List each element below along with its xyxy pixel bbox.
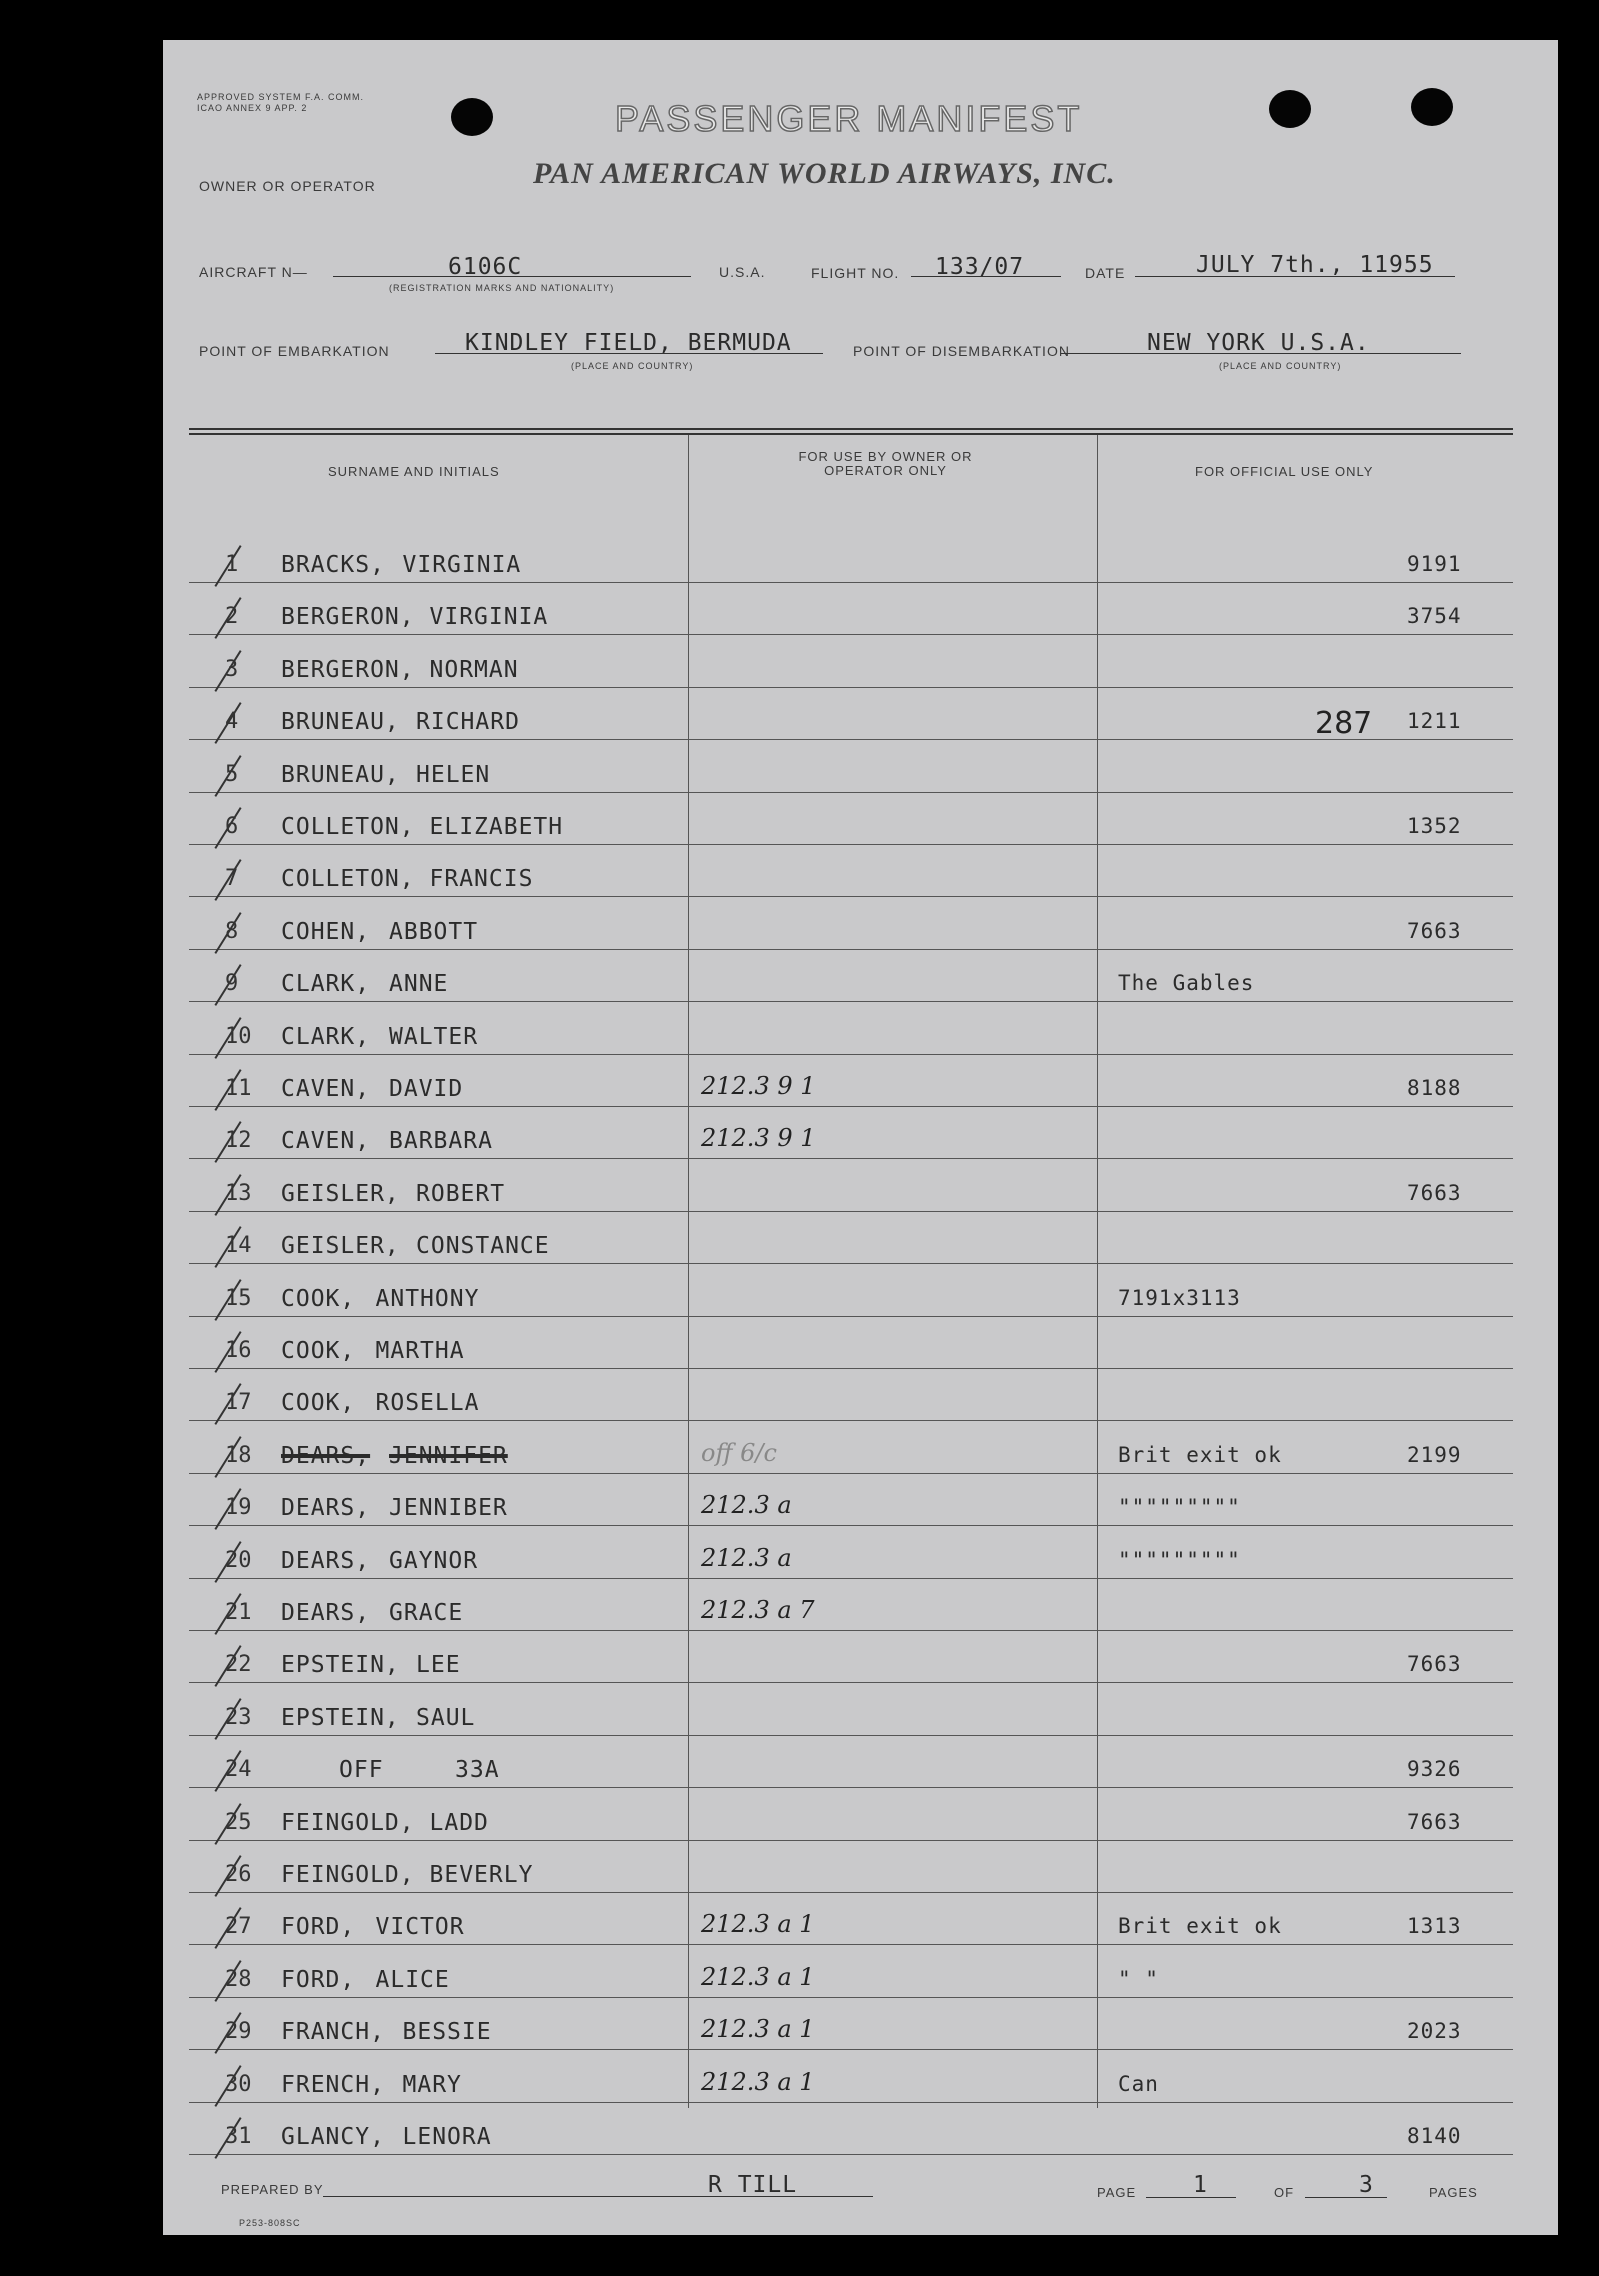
row-number: 30 [225,2071,252,2097]
aircraft-value: 6106C [448,254,523,280]
page-value: 1 [1193,2172,1208,2198]
row-number: 26 [225,1862,252,1887]
passenger-given-name: MARTHA [375,1338,465,1364]
passenger-given-name: ANTHONY [375,1285,480,1312]
row-rule [189,1787,1513,1788]
row-number: 31 [225,2124,252,2149]
operator-note: 212.3 9 1 [701,1124,816,1153]
operator-note: off 6/c [701,1438,777,1467]
flight-label: FLIGHT NO. [811,265,900,281]
prepared-label: PREPARED BY [221,2182,324,2197]
passenger-given-name: BEVERLY [429,1862,534,1888]
row-rule [189,1211,1513,1212]
row-rule [189,1578,1513,1579]
row-rule [189,1001,1513,1002]
passenger-surname: GLANCY, [281,2124,385,2150]
official-code: 2199 [1407,1442,1462,1467]
row-rule [189,1682,1513,1683]
official-code: 2023 [1407,2019,1462,2044]
passenger-surname: EPSTEIN, [281,1652,400,1679]
row-number: 11 [225,1076,252,1101]
passenger-given-name: WALTER [389,1023,479,1050]
row-rule [189,1944,1513,1945]
official-note: Brit exit ok [1118,1442,1282,1467]
aircraft-label: AIRCRAFT N— [199,264,308,280]
passenger-surname: COLLETON, [281,814,415,840]
manifest-sheet [163,40,1558,2235]
passenger-given-name: RICHARD [416,709,520,736]
passenger-given-name: VIRGINIA [429,604,549,631]
row-number: 5 [225,761,239,787]
row-rule [189,1840,1513,1841]
punch-hole [451,98,493,136]
form-title: PASSENGER MANIFEST [615,98,1083,139]
disembark-sub: (PLACE AND COUNTRY) [1219,361,1342,371]
passenger-given-name: JENNIFER [389,1442,508,1469]
row-rule [189,1997,1513,1998]
official-code: 1352 [1407,814,1462,838]
passenger-surname: BRUNEAU, [281,761,400,788]
passenger-given-name: ALICE [375,1966,450,1993]
passenger-given-name: MARY [402,2071,462,2098]
passenger-given-name: BARBARA [389,1128,493,1155]
official-code: 1313 [1407,1914,1462,1939]
row-rule [189,2154,1513,2155]
passenger-given-name: BESSIE [402,2019,492,2046]
row-number: 23 [225,1704,252,1730]
passenger-given-name: GRACE [389,1600,464,1626]
passenger-given-name: ROBERT [416,1180,506,1207]
row-rule [189,1892,1513,1893]
official-code: 8140 [1407,2124,1462,2148]
official-code: 9326 [1407,1757,1462,1782]
row-rule [189,1054,1513,1055]
passenger-surname: GEISLER, [281,1233,400,1260]
passenger-surname: OFF [339,1757,384,1784]
row-number: 3 [225,656,239,682]
row-number: 18 [225,1442,252,1468]
official-code: 8188 [1407,1076,1462,1100]
official-note: " " [1118,1966,1159,1991]
embark-label: POINT OF EMBARKATION [199,343,390,359]
row-rule [189,896,1513,897]
passenger-surname: BRUNEAU, [281,709,400,736]
owner-label: OWNER OR OPERATOR [199,178,376,194]
passenger-surname: COOK, [281,1285,356,1312]
passenger-surname: FEINGOLD, [281,1862,415,1888]
official-code: 1211 [1407,709,1462,734]
operator-note: 212.3 a 7 [701,1596,815,1624]
passenger-given-name: LADD [429,1809,489,1836]
passenger-surname: COOK, [281,1390,356,1417]
owner-value: PAN AMERICAN WORLD AIRWAYS, INC. [533,157,1116,190]
passenger-surname: CAVEN, [281,1076,371,1102]
row-number: 28 [225,1966,252,1992]
annotation-287: 287 [1315,706,1373,741]
row-rule [189,687,1513,688]
official-note: """"""""" [1118,1495,1241,1520]
passenger-given-name: 33A [455,1757,500,1784]
row-number: 16 [225,1338,252,1363]
passenger-given-name: DAVID [389,1076,464,1102]
official-note: The Gables [1118,971,1255,996]
col-operator-header: FOR USE BY OWNER OR OPERATOR ONLY [798,449,973,478]
row-rule [189,2049,1513,2050]
row-rule [189,1525,1513,1526]
pages-label: PAGES [1429,2185,1478,2200]
official-code: 9191 [1407,552,1462,576]
passenger-surname: COLLETON, [281,866,415,893]
passenger-surname: CLARK, [281,1023,371,1050]
row-rule [189,582,1513,583]
passenger-surname: COOK, [281,1338,356,1364]
passenger-given-name: NORMAN [429,656,519,683]
approval-note: APPROVED SYSTEM F.A. COMM. ICAO ANNEX 9 APP. 2 [197,92,365,113]
passenger-surname: BERGERON, [281,604,415,631]
col-official-header: FOR OFFICIAL USE ONLY [1195,464,1374,479]
official-note: Brit exit ok [1118,1914,1282,1939]
passenger-given-name: JENNIBER [389,1495,508,1522]
aircraft-sub: (REGISTRATION MARKS AND NATIONALITY) [389,283,615,293]
operator-note: 212.3 a [701,1491,792,1520]
operator-note: 212.3 9 1 [701,1072,816,1100]
row-number: 27 [225,1914,252,1940]
row-number: 29 [225,2019,252,2045]
passenger-given-name: GAYNOR [389,1547,479,1574]
passenger-surname: FEINGOLD, [281,1809,415,1836]
row-number: 10 [225,1023,252,1049]
row-rule [189,1263,1513,1264]
passenger-given-name: SAUL [416,1704,476,1731]
punch-hole [1411,88,1453,126]
row-number: 19 [225,1495,252,1521]
passenger-given-name: ELIZABETH [429,814,564,840]
prepared-value: R TILL [708,2172,798,2198]
passenger-surname: FORD, [281,1966,356,1993]
row-number: 24 [225,1757,252,1783]
row-number: 25 [225,1809,252,1835]
of-label: OF [1274,2185,1295,2200]
passenger-given-name: ROSELLA [375,1390,480,1417]
row-number: 21 [225,1600,252,1625]
passenger-surname: FORD, [281,1914,356,1941]
official-code: 7663 [1407,918,1462,943]
embark-sub: (PLACE AND COUNTRY) [571,361,694,371]
row-rule [189,1316,1513,1317]
passenger-given-name: VICTOR [375,1914,465,1941]
passenger-surname: EPSTEIN, [281,1704,400,1731]
passenger-surname: BERGERON, [281,656,415,683]
passenger-surname: CLARK, [281,971,371,998]
passenger-surname: BRACKS, [281,552,385,578]
row-number: 12 [225,1128,252,1154]
passenger-surname: DEARS, [281,1547,371,1574]
row-rule [189,1630,1513,1631]
embark-value: KINDLEY FIELD, BERMUDA [465,330,792,356]
row-number: 4 [225,709,239,735]
passenger-given-name: VIRGINIA [402,552,522,578]
row-number: 20 [225,1547,252,1573]
official-code: 7663 [1407,1652,1462,1677]
of-value: 3 [1359,2172,1374,2198]
passenger-given-name: LEE [416,1652,461,1679]
row-number: 1 [225,552,239,577]
passenger-given-name: HELEN [416,761,491,788]
passenger-surname: FRANCH, [281,2019,385,2046]
row-rule [189,949,1513,950]
nationality: U.S.A. [719,264,766,280]
row-rule [189,2102,1513,2103]
passenger-surname: GEISLER, [281,1180,400,1207]
form-code: P253-808SC [239,2218,301,2228]
row-rule [189,1735,1513,1736]
row-number: 6 [225,814,239,839]
official-note: """"""""" [1118,1547,1241,1572]
operator-note: 212.3 a 1 [701,1962,815,1991]
passenger-surname: CAVEN, [281,1128,371,1155]
official-code: 3754 [1407,604,1462,629]
row-number: 17 [225,1390,252,1416]
row-rule [189,634,1513,635]
operator-note: 212.3 a 1 [701,2015,815,2044]
row-number: 2 [225,604,239,630]
passenger-given-name: CONSTANCE [416,1233,550,1260]
passenger-surname: FRENCH, [281,2071,385,2098]
row-number: 8 [225,918,239,944]
page-label: PAGE [1097,2185,1137,2200]
passenger-surname: DEARS, [281,1495,371,1522]
row-number: 7 [225,866,239,892]
row-number: 14 [225,1233,252,1259]
row-rule [189,1158,1513,1159]
punch-hole [1269,90,1311,128]
row-rule [189,1106,1513,1107]
passenger-given-name: LENORA [402,2124,492,2150]
row-number: 13 [225,1180,252,1206]
date-value: JULY 7th., 11955 [1196,252,1434,278]
operator-note: 212.3 a 1 [701,2067,815,2096]
operator-note: 212.3 a 1 [701,1910,815,1939]
row-rule [189,792,1513,793]
col-surname-header: SURNAME AND INITIALS [328,464,500,479]
official-note: Can [1118,2071,1159,2096]
row-number: 9 [225,971,239,997]
passenger-surname: DEARS, [281,1600,371,1626]
official-code: 7663 [1407,1809,1462,1834]
row-rule [189,1420,1513,1421]
row-number: 22 [225,1652,252,1678]
official-code: 7663 [1407,1180,1462,1205]
passenger-given-name: FRANCIS [429,866,534,893]
row-rule [189,1473,1513,1474]
row-rule [189,844,1513,845]
passenger-given-name: ANNE [389,971,449,998]
disembark-label: POINT OF DISEMBARKATION [853,343,1070,359]
passenger-surname: COHEN, [281,918,371,945]
row-number: 15 [225,1285,252,1311]
row-rule [189,1368,1513,1369]
disembark-value: NEW YORK U.S.A. [1147,330,1370,356]
passenger-surname: DEARS, [281,1442,371,1469]
operator-note: 212.3 a [701,1543,792,1572]
flight-value: 133/07 [935,254,1025,280]
passenger-given-name: ABBOTT [389,918,479,945]
official-note: 7191x3113 [1118,1285,1241,1310]
date-label: DATE [1085,265,1126,281]
